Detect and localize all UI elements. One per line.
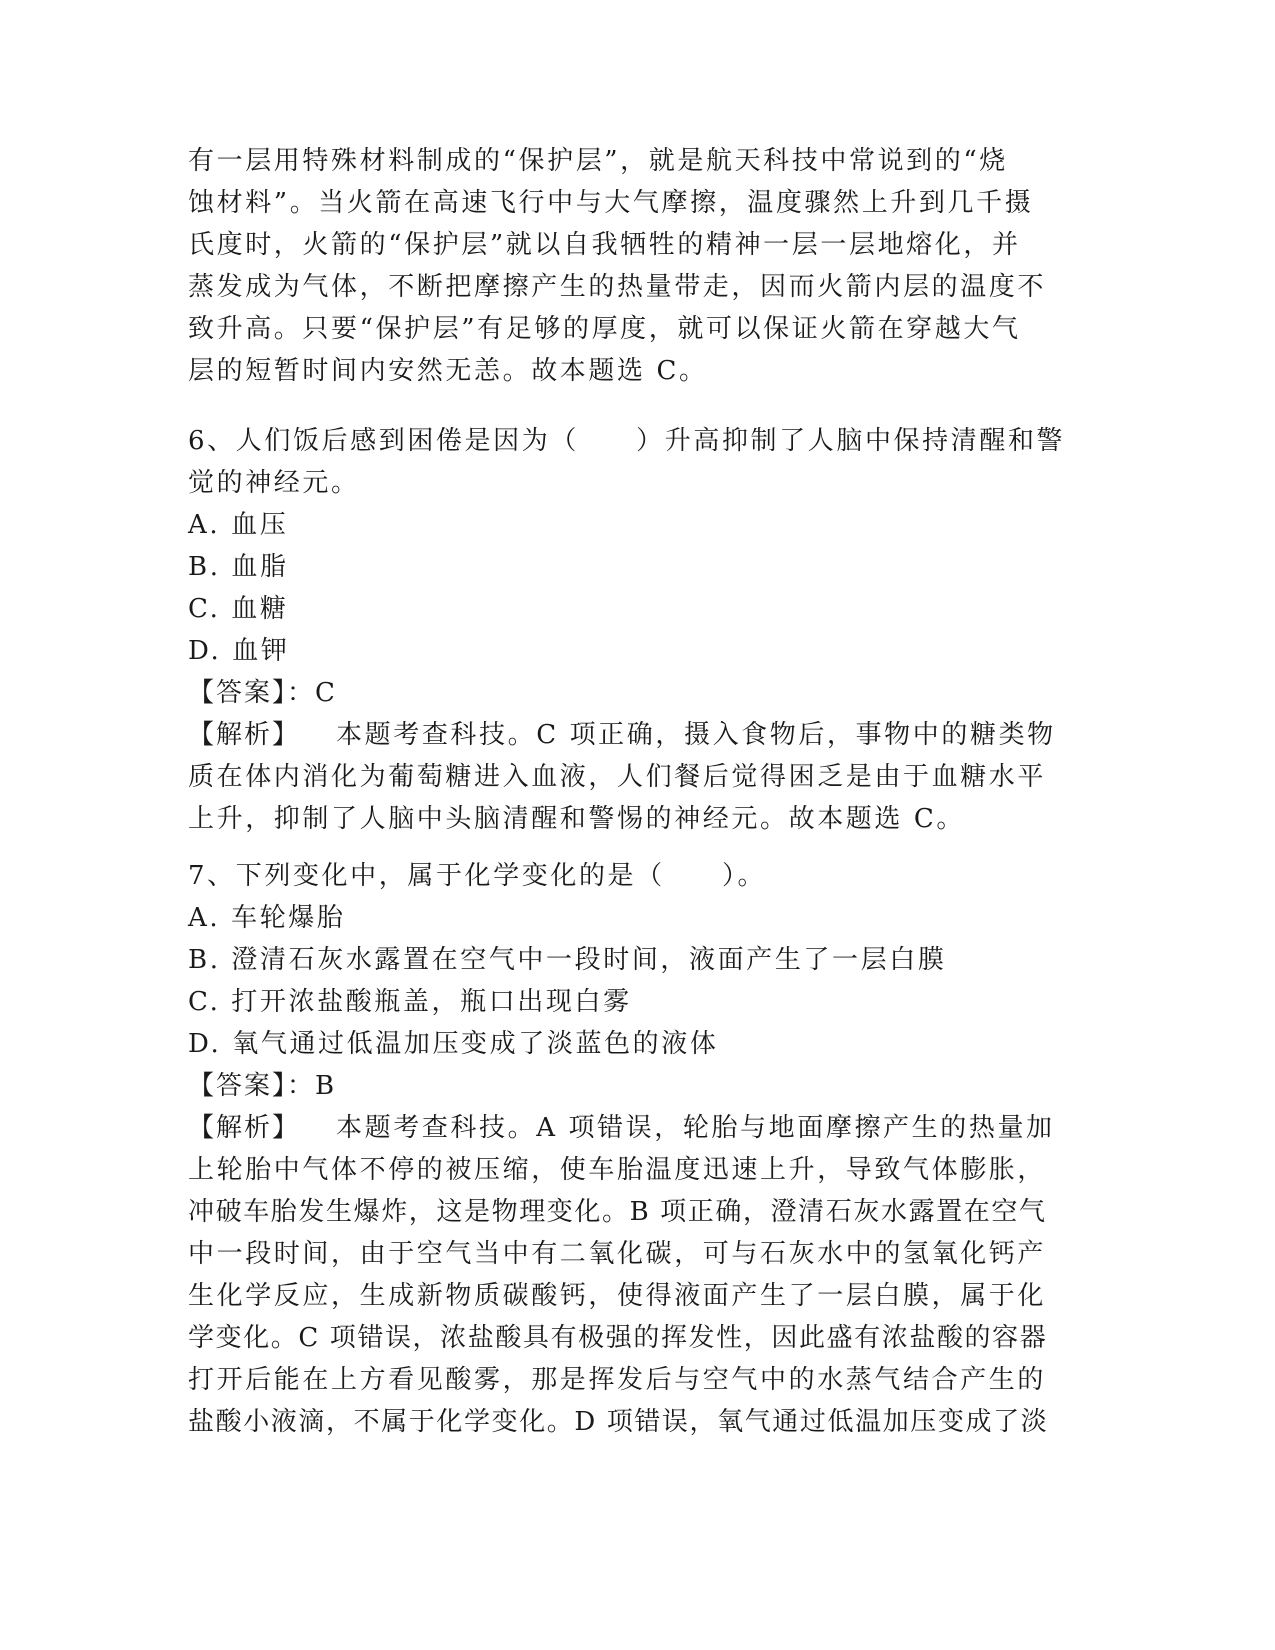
explanation-line: 打开后能在上方看见酸雾，那是挥发后与空气中的水蒸气结合产生的	[188, 1365, 1047, 1395]
explanation-line: 冲破车胎发生爆炸，这是物理变化。B 项正确，澄清石灰水露置在空气	[188, 1197, 1047, 1227]
question-stem: 7、下列变化中，属于化学变化的是（ ）。	[188, 861, 767, 891]
explanation-line	[188, 1107, 1088, 1149]
explanation-line: 盐酸小液滴，不属于化学变化。D 项错误，氧气通过低温加压变成了淡	[188, 1407, 1049, 1437]
explanation-line: 生化学反应，生成新物质碳酸钙，使得液面产生了一层白膜，属于化	[188, 1281, 1047, 1311]
explanation-line: 上升，抑制了人脑中头脑清醒和警惕的神经元。故本题选 C。	[188, 804, 965, 834]
text-line: 有一层用特殊材料制成的“保护层”，就是航天科技中常说到的“烧	[188, 146, 1008, 176]
option-a: A. 血压	[188, 510, 289, 540]
option-a: A. 车轮爆胎	[188, 903, 346, 933]
explanation-line: 学变化。C 项错误，浓盐酸具有极强的挥发性，因此盛有浓盐酸的容器	[188, 1323, 1048, 1353]
option-b: B. 血脂	[188, 552, 289, 582]
question-stem: 觉的神经元。	[188, 468, 360, 498]
option-c: C. 血糖	[188, 594, 289, 624]
explanation-label: 【解析】	[188, 1113, 301, 1143]
option-d: D. 氧气通过低温加压变成了淡蓝色的液体	[188, 1029, 719, 1059]
answer: 【答案】：B	[188, 1071, 337, 1101]
explanation-text: 本题考查科技。C 项正确，摄入食物后，事物中的糖类物	[336, 720, 1056, 750]
text-line: 致升高。只要“保护层”有足够的厚度，就可以保证火箭在穿越大气	[188, 314, 1021, 344]
explanation-label: 【解析】	[188, 720, 301, 750]
explanation-line	[188, 714, 1088, 756]
text-line: 层的短暂时间内安然无恙。故本题选 C。	[188, 356, 708, 386]
explanation-line: 上轮胎中气体不停的被压缩，使车胎温度迅速上升，导致气体膨胀，	[188, 1155, 1047, 1185]
explanation-line: 质在体内消化为葡萄糖进入血液，人们餐后觉得困乏是由于血糖水平	[188, 762, 1047, 792]
option-c: C. 打开浓盐酸瓶盖，瓶口出现白雾	[188, 987, 632, 1017]
question-stem: 6、人们饭后感到困倦是因为（ ）升高抑制了人脑中保持清醒和警	[188, 426, 1066, 456]
text-line: 蒸发成为气体，不断把摩擦产生的热量带走，因而火箭内层的温度不	[188, 272, 1047, 302]
answer: 【答案】：C	[188, 678, 337, 708]
explanation-text: 本题考查科技。A 项错误，轮胎与地面摩擦产生的热量加	[336, 1113, 1055, 1143]
text-line: 氏度时，火箭的“保护层”就以自我牺牲的精神一层一层地熔化，并	[188, 230, 1021, 260]
option-d: D. 血钾	[188, 636, 290, 666]
option-b: B. 澄清石灰水露置在空气中一段时间，液面产生了一层白膜	[188, 945, 947, 975]
explanation-line: 中一段时间，由于空气当中有二氧化碳，可与石灰水中的氢氧化钙产	[188, 1239, 1047, 1269]
text-line: 蚀材料”。当火箭在高速飞行中与大气摩擦，温度骤然上升到几千摄	[188, 188, 1034, 218]
